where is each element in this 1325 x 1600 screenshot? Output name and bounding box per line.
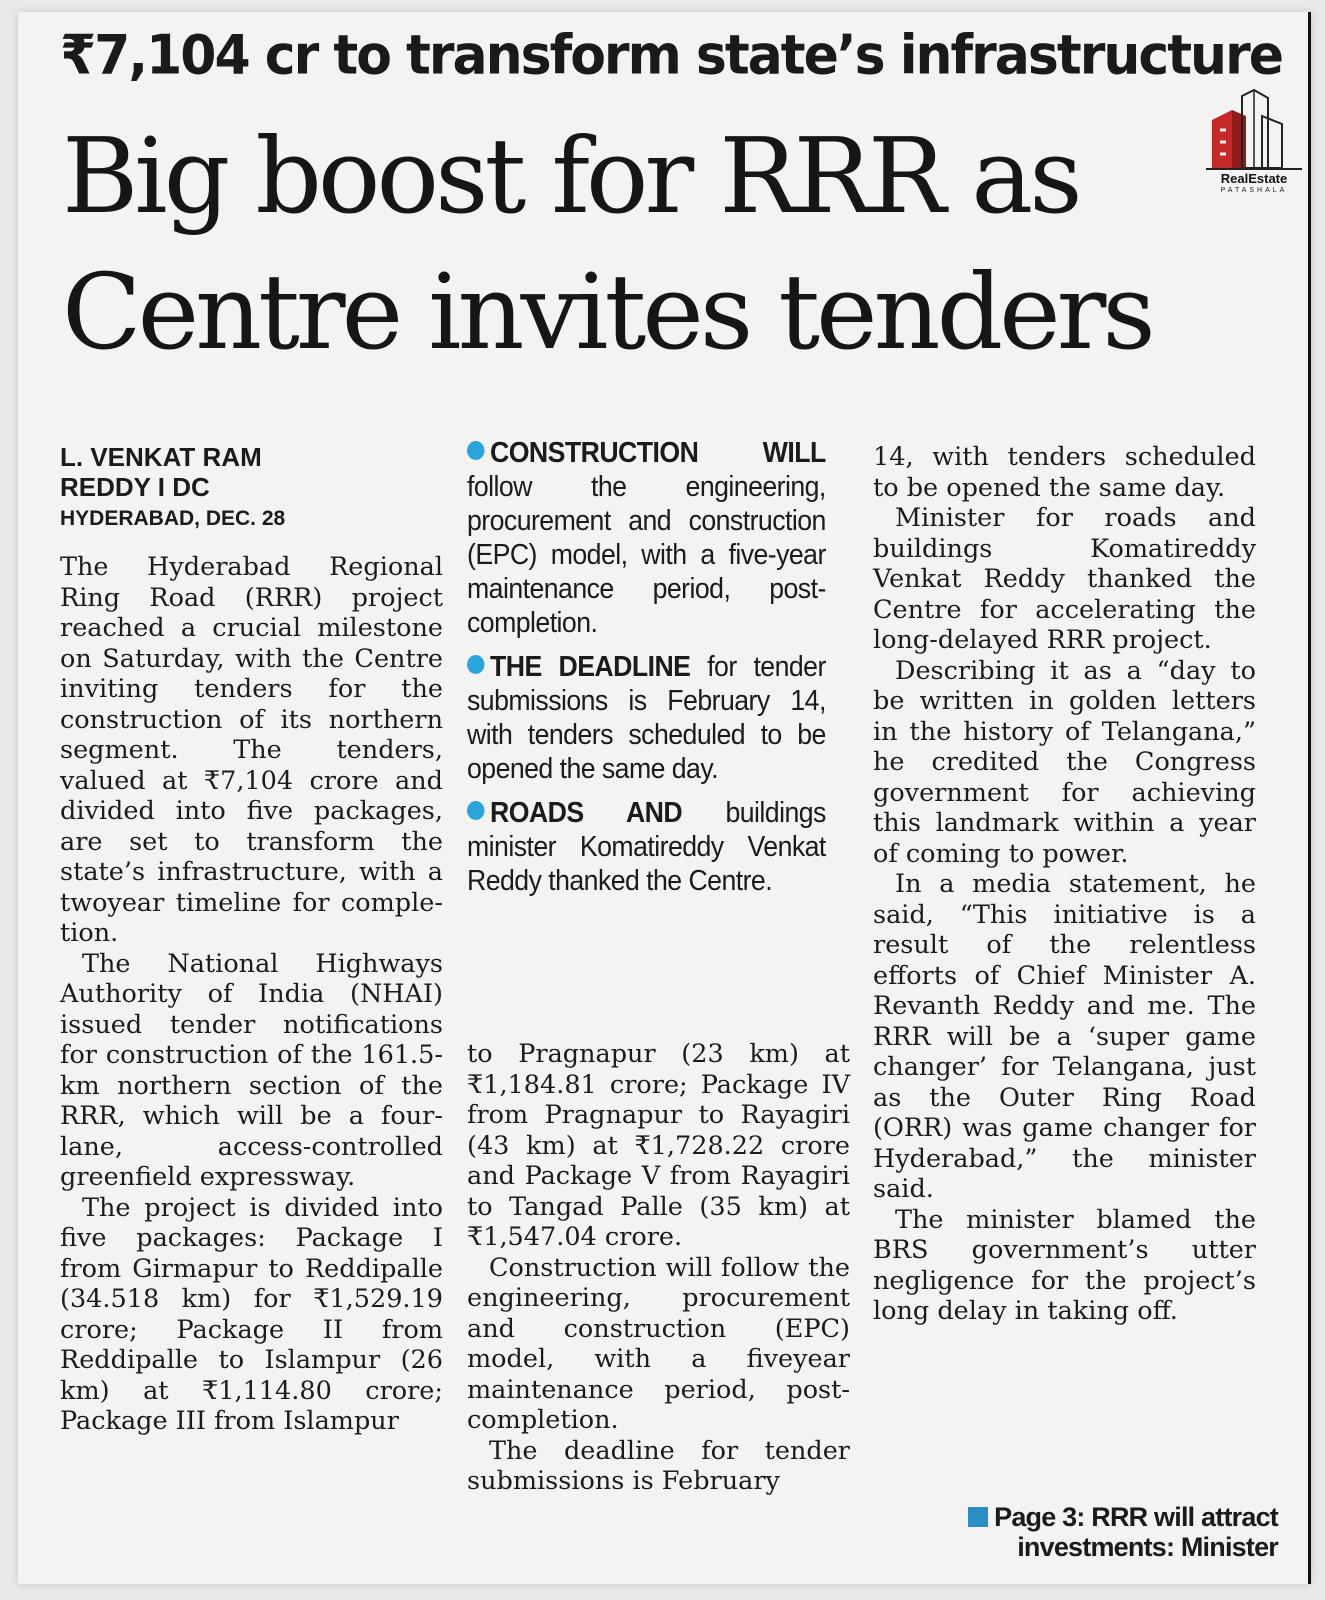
col1-paragraph-2: The National Highways Authority of India (NHAI) issued tender notifications for construction of the 161.5-km northern section of the RRR, which will be a four-lane, access-controlled greenfield expressway. — [60, 948, 443, 1192]
col3-paragraph-2: Minister for roads and buildings Komatireddy Venkat Reddy thanked the Centre for accelerating the long-delayed RRR project. — [873, 503, 1256, 655]
reference-line-1: Page 3: RRR will attract — [994, 1502, 1278, 1532]
col3-paragraph-1: 14, with tenders scheduled to be opened the same day. — [873, 442, 1256, 503]
bullet-icon — [467, 801, 484, 820]
highlight-2-bold: THE DEADLINE — [490, 651, 691, 683]
highlight-3-text: buildings minister Komatireddy Venkat Reddy thanked the Centre. — [467, 797, 826, 897]
main-headline — [62, 108, 1262, 380]
highlight-1 — [467, 436, 850, 640]
highlight-3 — [467, 796, 850, 898]
bullet-icon — [467, 655, 484, 674]
column-2-body — [467, 1039, 850, 1497]
kicker-headline: ₹7,104 cr to transform state’s infrastructure — [60, 24, 1282, 87]
headline-line-2: Centre invites tenders — [62, 251, 1152, 373]
highlight-2 — [467, 650, 850, 786]
highlight-1-bold: CONSTRUCTION WILL — [490, 437, 826, 469]
dateline: HYDERABAD, DEC. 28 — [60, 507, 286, 530]
col2-paragraph-2: Construction will follow the engineering, procurement and construction (EPC) model, with a fiveyear maintenance period, post-completion. — [467, 1252, 850, 1435]
highlight-3-bold: ROADS AND — [490, 797, 683, 829]
highlight-2-text: for tender submissions is February 14, with tenders scheduled to be opened the same day. — [467, 651, 826, 785]
col3-paragraph-4: In a media statement, he said, “This initiative is a result of the relentless efforts of Chief Minister A. Revanth Reddy and me. The RRR will be a ‘super game changer’ for Telangana, just as the Outer Ring Road (ORR) was game changer for Hyderabad,” the minister said. — [873, 869, 1256, 1204]
newspaper-clipping — [18, 12, 1311, 1584]
page-reference — [918, 1502, 1278, 1562]
headline-line-1: Big boost for RRR as — [62, 115, 1079, 237]
bullet-icon — [467, 441, 484, 460]
column-2 — [467, 436, 850, 908]
realestate-logo — [1206, 86, 1302, 206]
building-icon — [1206, 86, 1302, 172]
col1-paragraph-3: The project is divided into five packages: Package I from Girmapur to Reddipalle (34.518 km) for ₹1,529.19 crore; Package II from Reddipalle to Islampur (26 km) at ₹1,114.80 crore; Package III from Islampur — [60, 1192, 443, 1436]
col3-paragraph-3: Describing it as a “day to be written in golden letters in the history of Telangana,” he credited the Congress government for achieving this landmark within a year of coming to power. — [873, 655, 1256, 869]
byline-author-1: L. VENKAT RAM — [60, 442, 262, 472]
logo-wordmark: RealEstate — [1220, 171, 1288, 186]
square-bullet-icon — [968, 1507, 988, 1527]
col2-paragraph-1: to Pragnapur (23 km) at ₹1,184.81 crore; Package IV from Pragnapur to Rayagiri (43 km) at ₹1,728.22 crore and Package V from Rayagiri to Tangad Palle (35 km) at ₹1,547.04 crore. — [467, 1039, 850, 1252]
byline-author-2: REDDY I DC — [60, 472, 210, 502]
col3-paragraph-5: The minister blamed the BRS government’s utter negligence for the project’s long delay in taking off. — [873, 1204, 1256, 1326]
column-3 — [873, 442, 1256, 1327]
highlight-1-text: follow the engineering, procurement and construction (EPC) model, with a five-year maintenance period, post-completion. — [467, 471, 826, 639]
col2-paragraph-3: The deadline for tender submissions is February — [467, 1435, 850, 1496]
logo-subtitle: PATASHALA — [1220, 187, 1288, 194]
col1-paragraph-1: The Hyderabad Regional Ring Road (RRR) project reached a crucial milestone on Saturday, with the Centre inviting tenders for the construction of its northern segment. The tenders, valued at ₹7,104 crore and divided into five packages, are set to transform the state’s infrastructure, with a twoyear timeline for completion. — [60, 552, 443, 948]
reference-line-2: investments: Minister — [1017, 1532, 1278, 1562]
column-1 — [60, 442, 443, 1437]
